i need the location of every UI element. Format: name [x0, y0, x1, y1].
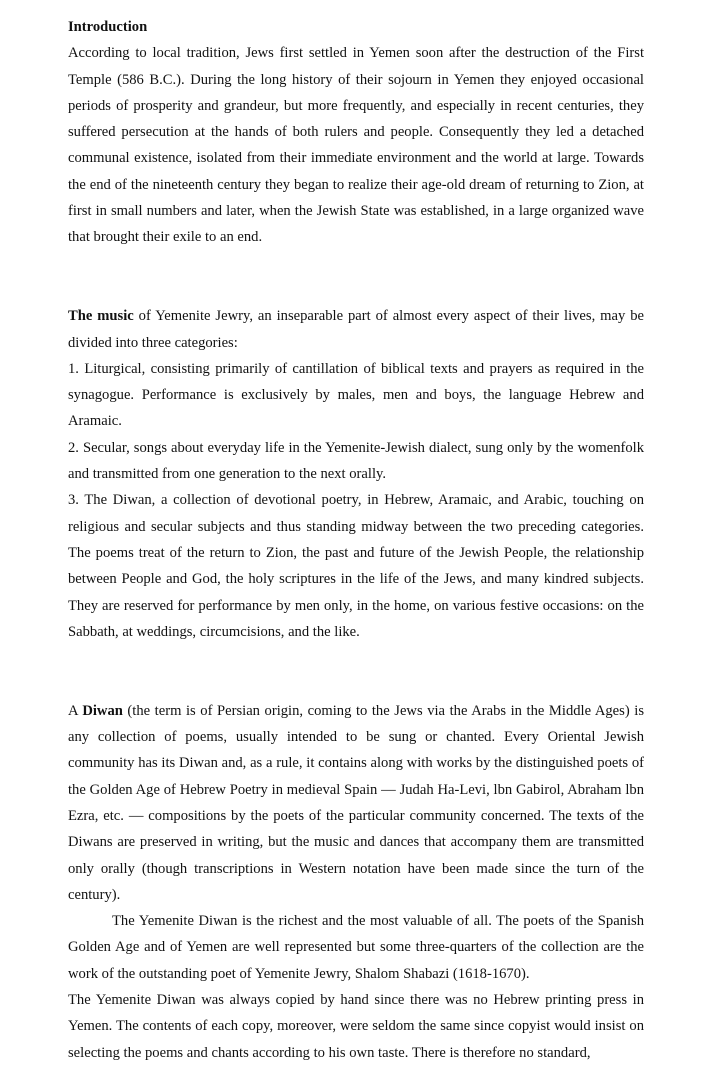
diwan-paragraph: [68, 698, 644, 908]
copied-paragraph: The Yemenite Diwan was always copied by hand since there was no Hebrew printing press in Yemen. The contents of each copy, moreover, were seldom the same since copyist would insist on selecting the poems and chants according to his own taste. There is therefore no standard,: [68, 991, 644, 1061]
diwan-lead: Diwan: [82, 702, 123, 719]
music-paragraph: [68, 303, 644, 356]
paragraph-gap: [68, 645, 644, 698]
intro-paragraph: According to local tradition, Jews first settled in Yemen soon after the destruction of the First Temple (586 B.C.). During the long history of their sojourn in Yemen they enjoyed occasional periods of prosperity and grandeur, but more frequently, and especially in recent centuries, they suffered persecution at the hands of both rulers and people. Consequently they led a detached communal existence, isolated from their immediate environment and the world at large. Towards the end of the nineteenth century they began to realize their age-old dream of returning to Zion, at first in small numbers and later, when the Jewish State was established, in a large organized wave that brought their exile to an end.: [68, 45, 644, 246]
list-item-secular: 2. Secular, songs about everyday life in the Yemenite-Jewish dialect, sung only by the womenfolk and transmitted from one generation to the next orally.: [68, 439, 644, 483]
section-heading: Introduction: [68, 19, 148, 35]
yemenite-diwan-paragraph: The Yemenite Diwan is the richest and the most valuable of all. The poets of the Spanish Golden Age and of Yemen are well represented but some three-quarters of the collection are the work of the outstanding poet of Yemenite Jewry, Shalom Shabazi (1618-1670).: [68, 913, 644, 982]
music-text: of Yemenite Jewry, an inseparable part of almost every aspect of their lives, may be divided into three categories:: [68, 308, 644, 351]
document-page: [68, 14, 644, 1066]
diwan-pre: A: [68, 702, 83, 719]
paragraph-gap: [68, 251, 644, 304]
list-item-liturgical: 1. Liturgical, consisting primarily of cantillation of biblical texts and prayers as required in the synagogue. Performance is exclusively by males, men and boys, the language Hebrew and Aramaic.: [68, 360, 644, 430]
music-lead: The music: [68, 308, 134, 325]
diwan-text: (the term is of Persian origin, coming to the Jews via the Arabs in the Middle Ages) is any collection of poems, usually intended to be sung or chanted. Every Oriental Jewish community has its Diwan and, as a rule, it contains along with works by the distinguished poets of the Golden Age of Hebrew Poetry in medieval Spain — Judah Ha-Levi, lbn Gabirol, Abraham lbn Ezra, etc. — compositions by the poets of the particular community concerned. The texts of the Diwans are preserved in writing, but the music and dances that accompany them are transmitted only orally (though transcriptions in Western notation have been made since the turn of the century).: [68, 702, 644, 903]
list-item-diwan: 3. The Diwan, a collection of devotional poetry, in Hebrew, Aramaic, and Arabic, touching on religious and secular subjects and thus standing midway between the two preceding categories. The poems treat of the return to Zion, the past and future of the Jewish People, the relationship between People and God, the holy scriptures in the life of the Jews, and many kindred subjects. They are reserved for performance by men only, in the home, on various festive occasions: on the Sabbath, at weddings, circumcisions, and the like.: [68, 492, 644, 640]
